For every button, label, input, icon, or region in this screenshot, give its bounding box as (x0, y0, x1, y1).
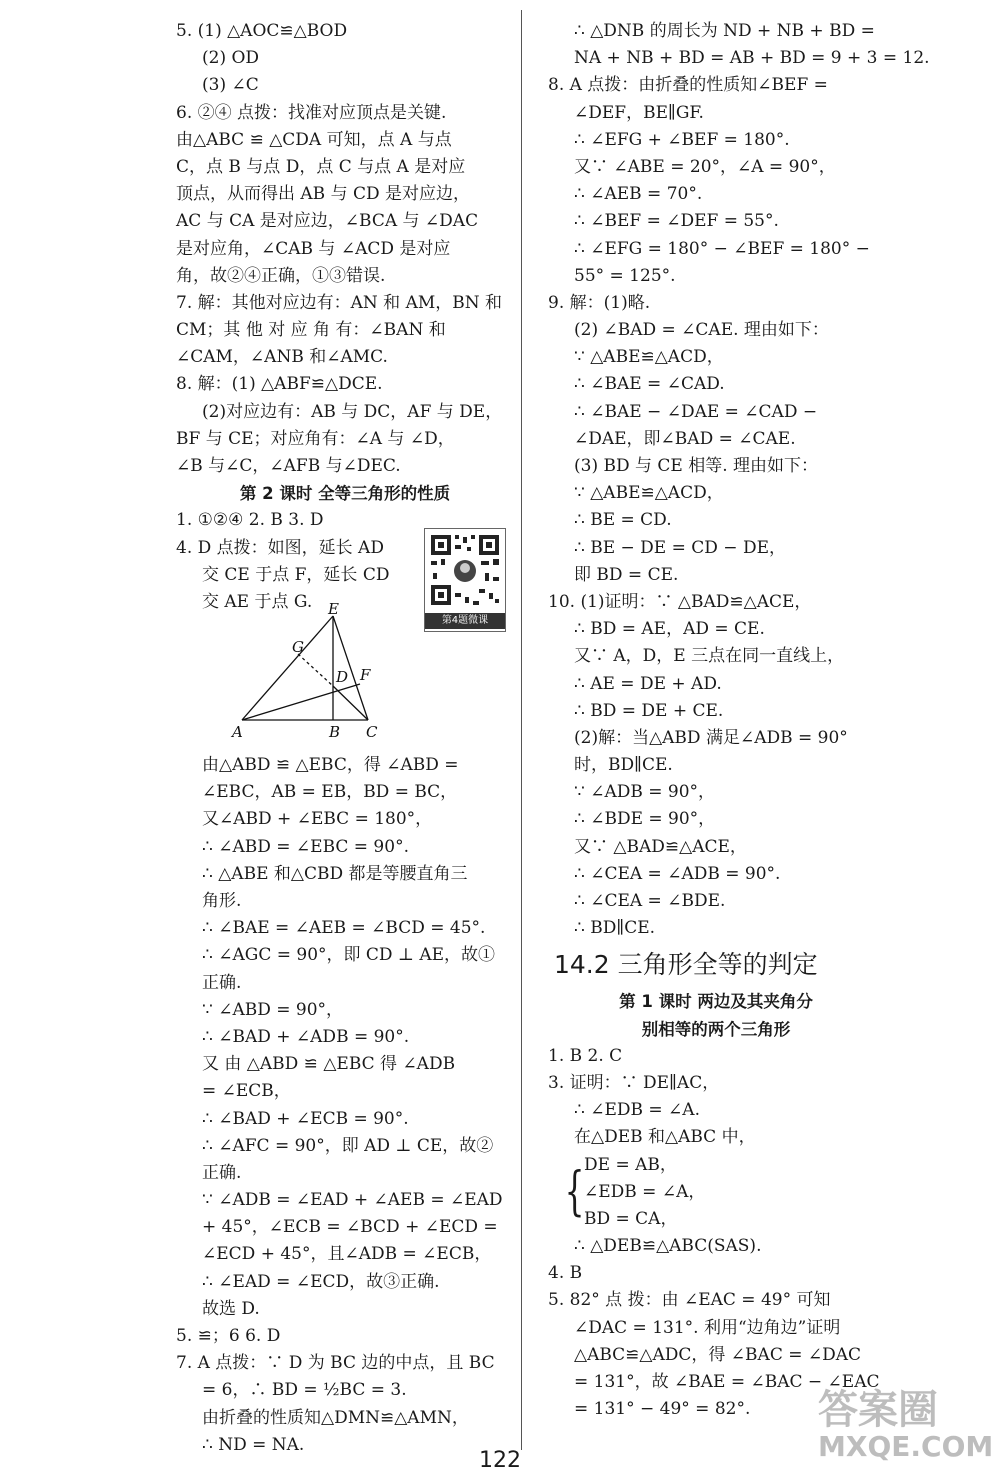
text-line: ∴ △DNB 的周长为 ND + NB + BD = (574, 21, 875, 41)
text-line: (2)对应边有：AB 与 DC，AF 与 DE， (202, 401, 503, 422)
text-line: ∵ ∠ADB = 90°， (574, 782, 716, 803)
text-line: ∠DAE，即∠BAD = ∠CAE. (574, 428, 796, 449)
text-line: ∠B 与∠C，∠AFB 与∠DEC. (176, 456, 401, 476)
text-line: 7. A 点拨：∵ D 为 BC 边的中点，且 BC (176, 1353, 495, 1374)
text-line: CM；其 他 对 应 角 有：∠BAN 和 (176, 320, 446, 341)
text-line: 第 2 课时 全等三角形的性质 (239, 484, 451, 504)
text-line: 5. (1) △AOC≌△BOD (176, 21, 348, 41)
text-line: ∴ BD = DE + CE. (574, 700, 724, 721)
text-line: ∴ ∠ABD = ∠EBC = 90°. (202, 836, 409, 857)
text-line: (2) OD (202, 48, 260, 69)
label-A: A (232, 723, 243, 741)
text-line: 是对应角，∠CAB 与 ∠ACD 是对应 (176, 238, 451, 259)
triangle-figure (228, 600, 388, 741)
label-D: D (336, 668, 349, 686)
text-line: ∴ ∠EDB = ∠A. (574, 1100, 700, 1121)
text-line: (3) BD 与 CE 相等. 理由如下： (574, 456, 819, 476)
brace-line: BD = CA， (584, 1208, 678, 1229)
text-line: 由△ABD ≌ △EBC，得 ∠ABD = (202, 755, 459, 776)
text-line: ∵ ∠ABD = 90°， (202, 999, 344, 1020)
text-line: 8. 解：(1) △ABF≌△DCE. (176, 374, 383, 395)
brace-system (548, 1152, 884, 1234)
text-line: = 131°，故 ∠BAE = ∠BAC − ∠EAC (574, 1372, 880, 1393)
text-line: 又 由 △ABD ≌ △EBC 得 ∠ADB (202, 1054, 456, 1075)
text-line: = ∠ECB， (202, 1081, 291, 1102)
text-line: 5. 82° 点 拨：由 ∠EAC = 49° 可知 (548, 1290, 831, 1311)
text-line: ∴ ∠BAE = ∠AEB = ∠BCD = 45°. (202, 918, 486, 939)
text-line: NA + NB + BD = AB + BD = 9 + 3 = 12. (574, 48, 930, 69)
column-divider (521, 10, 522, 1450)
text-line: BF 与 CE；对应角有：∠A 与 ∠D， (176, 428, 455, 449)
text-line: ∠DEF，BE∥GF. (574, 102, 704, 123)
text-line: ∠ECD + 45°，且∠ADB = ∠ECB， (202, 1244, 492, 1265)
text-line: (2) ∠BAD = ∠CAE. 理由如下： (574, 320, 829, 341)
label-C: C (366, 723, 378, 741)
text-line: 角形. (202, 891, 242, 911)
text-line: (2)解：当△ABD 满足∠ADB = 90° (574, 727, 848, 748)
text-line: 又∵ △BAD≌△ACE， (574, 836, 747, 857)
text-line: = 6，∴ BD = ½BC = 3. (202, 1380, 407, 1401)
text-line: (3) ∠C (202, 75, 259, 96)
label-F: F (360, 666, 371, 684)
text-line: ∴ ∠EFG + ∠BEF = 180°. (574, 129, 790, 150)
section-title: 14.2 三角形全等的判定 (554, 950, 818, 980)
text-line: 1. B 2. C (548, 1045, 623, 1066)
text-line: 又∠ABD + ∠EBC = 180°， (202, 809, 433, 830)
brace-line: DE = AB， (584, 1154, 677, 1175)
qr-code[interactable] (424, 528, 506, 632)
text-line: ∠EBC，AB = EB，BD = BC， (202, 782, 458, 803)
text-line: 故选 D. (202, 1298, 260, 1319)
text-line: 正确. (202, 1162, 242, 1183)
text-line: 在△DEB 和△ABC 中， (574, 1127, 756, 1148)
watermark (818, 1388, 993, 1462)
text-line: 角，故②④正确，①③错误. (176, 265, 386, 286)
text-line: ∴ ∠EAD = ∠ECD，故③正确. (202, 1271, 440, 1292)
text-line: 时，BD∥CE. (574, 755, 673, 776)
text-line: ∴ ∠BAD + ∠ADB = 90°. (202, 1026, 410, 1047)
label-G: G (292, 638, 304, 656)
text-line: 1. ①②④ 2. B 3. D (176, 510, 324, 531)
qr-code-icon (425, 529, 505, 613)
text-line: 5. ≌；6 6. D (176, 1326, 281, 1346)
page-number: 122 (479, 1448, 521, 1473)
text-line: ∴ AE = DE + AD. (574, 673, 722, 694)
text-line: ∴ ∠EFG = 180° − ∠BEF = 180° − (574, 238, 870, 259)
text-line: + 45°，∠ECB = ∠BCD + ∠ECD = (202, 1217, 498, 1238)
text-line: ∴ ∠BAE = ∠CAD. (574, 374, 725, 395)
text-line: AC 与 CA 是对应边，∠BCA 与 ∠DAC (176, 211, 479, 232)
text-line: 4. B (548, 1263, 583, 1284)
text-line: ∴ BE − DE = CD − DE， (574, 537, 786, 558)
text-line: ∴ △DEB≌△ABC(SAS). (574, 1236, 762, 1257)
brace-line: ∠EDB = ∠A， (584, 1181, 706, 1202)
watermark-url: MXQE.COM (818, 1430, 994, 1463)
text-line: ∴ BE = CD. (574, 510, 672, 531)
text-line: ∵ △ABE≌△ACD， (574, 483, 724, 504)
text-line: 交 CE 于点 F，延长 CD (202, 564, 390, 585)
text-line: ∴ ∠BEF = ∠DEF = 55°. (574, 211, 779, 232)
text-line: C，点 B 与点 D，点 C 与点 A 是对应 (176, 156, 466, 177)
text-line: 6. ②④ 点拨：找准对应顶点是关键. (176, 102, 447, 123)
text-line: = 131° − 49° = 82°. (574, 1399, 751, 1420)
text-line: 55° = 125°. (574, 265, 676, 286)
text-line: 由△ABC ≌ △CDA 可知，点 A 与点 (176, 129, 452, 150)
text-line: 由折叠的性质知△DMN≌△AMN， (202, 1407, 469, 1428)
text-line: ∴ BD = AE，AD = CE. (574, 619, 765, 640)
text-line: ∴ ∠AFC = 90°，即 AD ⊥ CE，故② (202, 1135, 494, 1156)
text-line: 又∵ A，D，E 三点在同一直线上， (574, 646, 845, 667)
text-line: 顶点，从而得出 AB 与 CD 是对应边， (176, 184, 471, 205)
text-line: ∴ ∠BDE = 90°， (574, 809, 716, 830)
text-line: ∴ ∠AEB = 70°. (574, 184, 703, 205)
text-line: ∴ ∠BAE − ∠DAE = ∠CAD − (574, 401, 818, 422)
text-line: 正确. (202, 972, 242, 993)
text-line: 4. D 点拨：如图，延长 AD (176, 537, 384, 558)
text-line: ∠DAC = 131°. 利用“边角边”证明 (574, 1317, 841, 1338)
text-line: ∠CAM，∠ANB 和∠AMC. (176, 347, 388, 368)
text-line: ∴ ∠BAD + ∠ECB = 90°. (202, 1108, 409, 1129)
text-line: ∴ BD∥CE. (574, 918, 656, 939)
text-line: 即 BD = CE. (574, 564, 679, 585)
label-B: B (329, 723, 341, 741)
text-line: 交 AE 于点 G. (202, 591, 313, 612)
text-line: △ABC≌△ADC，得 ∠BAC = ∠DAC (574, 1344, 862, 1365)
lesson-title: 第 1 课时 两边及其夹角分 (619, 992, 813, 1012)
text-line: ∴ ∠CEA = ∠ADB = 90°. (574, 863, 781, 884)
text-line: ∴ ∠AGC = 90°，即 CD ⊥ AE，故① (202, 945, 496, 966)
brace-symbol: { (564, 1161, 585, 1222)
text-line: 8. A 点拨：由折叠的性质知∠BEF = (548, 75, 828, 96)
label-E: E (328, 600, 339, 618)
lesson-title: 别相等的两个三角形 (641, 1019, 791, 1039)
text-line: ∴ ND = NA. (202, 1434, 305, 1455)
text-line: ∴ △ABE 和△CBD 都是等腰直角三 (202, 863, 468, 884)
text-line: ∴ ∠CEA = ∠BDE. (574, 891, 726, 911)
text-line: 9. 解：(1)略. (548, 292, 651, 313)
text-line: 10. (1)证明：∵ △BAD≌△ACE， (548, 591, 812, 612)
text-line: ∵ △ABE≌△ACD， (574, 347, 724, 368)
text-line: 3. 证明：∵ DE∥AC， (548, 1072, 720, 1093)
watermark-logo-text: 答案圈 (818, 1387, 938, 1433)
qr-caption: 第4题微课 (425, 613, 505, 629)
text-line: 又∵ ∠ABE = 20°，∠A = 90°， (574, 156, 836, 177)
text-line: 7. 解：其他对应边有：AN 和 AM，BN 和 (176, 292, 503, 313)
text-line: ∵ ∠ADB = ∠EAD + ∠AEB = ∠EAD (202, 1190, 503, 1211)
